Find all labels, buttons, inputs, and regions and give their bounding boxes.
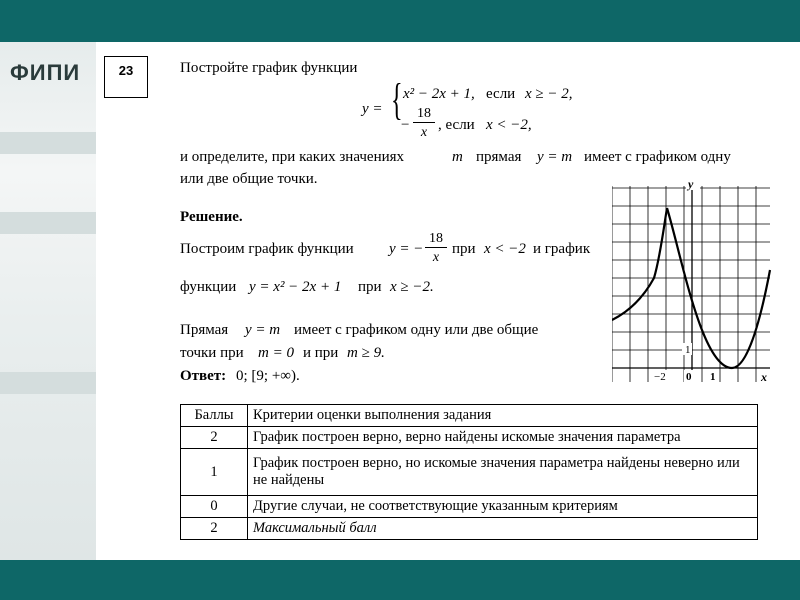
case1-condition: x ≥ − 2, xyxy=(525,86,573,102)
panel-stripe xyxy=(0,212,96,234)
row-text: График построен верно, верно найдены искомые значения параметра xyxy=(248,427,758,449)
left-panel xyxy=(0,42,96,560)
case2-condition: x < −2, xyxy=(486,117,532,133)
solution-line4-m0: m = 0 xyxy=(258,345,294,361)
top-band xyxy=(0,0,800,42)
solution-line1c: и график xyxy=(533,241,591,257)
solution-line2a: функции xyxy=(180,279,237,295)
solution-line3-ym: y = m xyxy=(245,322,281,338)
case2-denominator: x xyxy=(420,125,428,140)
header-score: Баллы xyxy=(181,405,248,427)
solution-numerator: 18 xyxy=(425,231,447,248)
y-tick-1: 1 xyxy=(685,344,691,356)
question-m: m xyxy=(452,149,463,165)
solution-denominator: x xyxy=(432,250,440,265)
answer-label: Ответ: xyxy=(180,368,227,384)
case2-numerator: 18 xyxy=(413,106,435,123)
question-part1: и определите, при каких значениях xyxy=(180,149,405,165)
solution-line2-with: при xyxy=(358,279,382,295)
question-part3: имеет с графиком одну xyxy=(584,149,731,165)
solution-line4-m9: m ≥ 9. xyxy=(347,345,385,361)
row-text: График построен верно, но искомые значения параметра найдены неверно или не найдены xyxy=(248,449,758,496)
answer-value: 0; [9; +∞). xyxy=(236,368,300,384)
table-header-row xyxy=(181,405,758,427)
y-axis-label: y xyxy=(688,178,694,191)
row-score: 1 xyxy=(181,449,248,496)
function-graph xyxy=(612,178,772,386)
solution-line2-expr: y = x² − 2x + 1 xyxy=(249,279,342,295)
task-number-box: 23 xyxy=(104,56,148,98)
solution-line2-cond: x ≥ −2. xyxy=(390,279,434,295)
panel-stripe xyxy=(0,132,96,154)
question-line: прямая xyxy=(476,149,522,165)
table-row xyxy=(181,496,758,518)
x-tick-minus2: −2 xyxy=(654,371,666,383)
hyperbola-branch xyxy=(612,208,667,320)
case2-if: , если xyxy=(438,117,475,133)
cases-brace: { xyxy=(391,75,403,124)
origin-label: 0 xyxy=(686,371,692,383)
x-axis-label: x xyxy=(761,370,767,384)
criteria-table xyxy=(180,404,758,540)
fipi-logo: ФИПИ xyxy=(10,60,81,85)
row-text: Другие случаи, не соответствующие указанным критериям xyxy=(248,496,758,518)
question-line2: или две общие точки. xyxy=(180,171,318,187)
solution-heading: Решение. xyxy=(180,209,243,225)
solution-line1-expr: y = − xyxy=(389,241,424,257)
bottom-band xyxy=(0,560,800,600)
solution-line4a: точки при xyxy=(180,345,244,361)
header-criteria: Критерии оценки выполнения задания xyxy=(248,405,758,427)
solution-line1a: Построим график функции xyxy=(180,241,354,257)
intro-text: Постройте график функции xyxy=(180,60,358,76)
row-score: 0 xyxy=(181,496,248,518)
question-ym: y = m xyxy=(537,149,573,165)
x-tick-1: 1 xyxy=(710,371,716,383)
table-row xyxy=(181,518,758,540)
row-text: Максимальный балл xyxy=(248,518,758,540)
solution-line4b: и при xyxy=(303,345,339,361)
row-score: 2 xyxy=(181,427,248,449)
table-row xyxy=(181,427,758,449)
solution-line1-with: при xyxy=(452,241,476,257)
function-y-label: y = xyxy=(362,101,383,117)
solution-line3a: Прямая xyxy=(180,322,229,338)
panel-stripe xyxy=(0,372,96,394)
solution-line1-cond: x < −2 xyxy=(484,241,526,257)
case1-expression: x² − 2x + 1, xyxy=(403,86,475,102)
case2-minus: − xyxy=(401,117,410,133)
solution-line3b: имеет с графиком одну или две общие xyxy=(294,322,539,338)
row-score: 2 xyxy=(181,518,248,540)
table-row xyxy=(181,449,758,496)
case1-if: если xyxy=(486,86,516,102)
